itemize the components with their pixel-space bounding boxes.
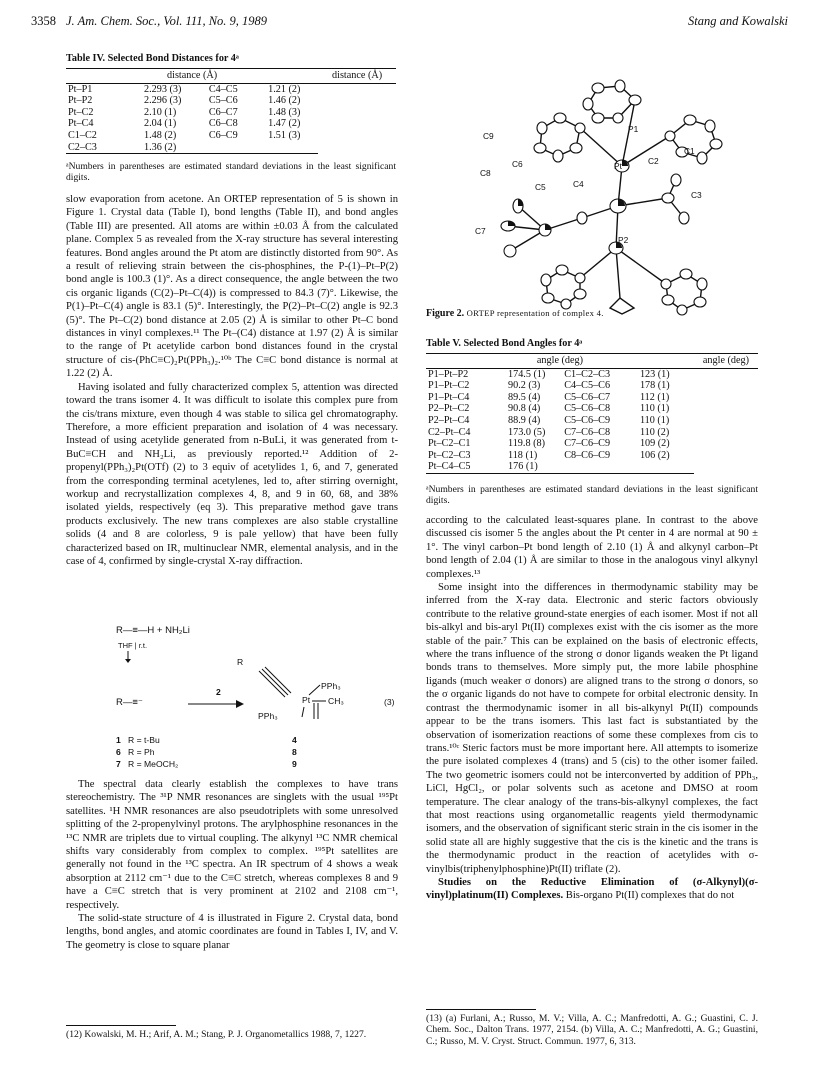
atom-label-c3: C3 [691,190,702,200]
journal-citation: J. Am. Chem. Soc., Vol. 111, No. 9, 1989 [66,14,268,28]
table5-head-1: angle (deg) [494,354,626,369]
paragraph: Having isolated and fully characterized complex 5, attention was directed toward the trans isomer 4. It was difficult to isolate this complex pure from the cis/trans mixture, even though 4 was stable to silica gel chromatography. Therefore, a more efficient preparation and isolation of 4 was necessary. Instead of using acetylide generated from n-BuLi, it was generated from t-BuC≡CH and NH₂Li, as previously reported.¹² Addition of 2-propenyl(PPh₃)₂Pt(OTf) (2) to 3 equiv of acetylides 1, 6, and 7, generated from the corresponding terminal acetylenes, led to, after stirring overnight, workup and recrystallization complexes 4, 8, and 9 in 60, 68, and 38% isolated yields, respectively (eq 3). This preparative method gave trans products exclusively. The new trans complexes are also stable crystalline solids (4 and 8 are colorless, 9 is pale yellow) that have been fully characterized based on IR, multinuclear NMR, elemental analysis, and in the case of 4, confirmed by single-crystal X-ray diffraction. [66,381,398,567]
table-cell: C7–C6–C8 [564,426,611,438]
atom-label-c9: C9 [483,131,494,141]
table-row [66,118,396,130]
paragraph: The solid-state structure of 4 is illustrated in Figure 2. Crystal data, bond lengths, bond angles, and atomic coordinates are found in Tables I, IV, and V. The geometry is close to square planar [66,913,398,951]
eq-pph3-bottom: PPh₃ [258,711,278,721]
table-row [66,95,396,107]
atom-label-c1: C1 [684,146,695,156]
table-cell: Pt–C2 [68,106,94,118]
atom-label-p2: P2 [618,235,629,245]
table-cell: 1.48 (2) [144,129,177,141]
right-column-text [426,514,758,903]
table-cell: Pt–C2–C1 [428,438,471,450]
table-cell [626,461,694,473]
compound-number: 7 [116,759,121,769]
table-cell: 2.296 (3) [144,95,182,107]
paragraph: according to the calculated least-squares plane. In contrast to the above discussed cis isomer 5 the angles about the Pt center in 4 are normal at 90 ± 1°. The vinyl carbon–Pt bond length of 2.10 (1) Å and alkynyl carbon–Pt bond length of 2.04 (1) Å are similar to those in the analogous vinyl alkynyl complexes.¹³ [426,515,758,580]
product-number: 9 [292,759,297,769]
eq-ch3: CH₃ [328,696,344,706]
table-cell: 89.5 (4) [508,391,541,403]
table-cell: C5–C6–C9 [564,414,611,426]
eq-reaction-arrow [188,700,244,710]
eq-r-label: R [237,657,244,667]
table-cell: 2.04 (1) [144,118,177,130]
table-row [66,83,396,95]
left-column-text-1 [66,193,398,568]
atom-label-pt: Pt [614,161,622,171]
table-cell: 1.36 (2) [130,142,207,154]
table-cell: P1–Pt–P2 [428,368,469,380]
table5-caption: Table V. Selected Bond Angles for 4ᵃ [426,338,583,349]
table-row [426,427,758,439]
table-cell: 106 (2) [639,449,670,461]
atom-label-c6: C6 [512,159,523,169]
table-cell: C6–C8 [208,118,238,130]
table-cell: Pt–C4 [68,118,94,130]
table-cell: 1.48 (3) [268,106,301,118]
table-cell: 110 (1) [639,414,670,426]
table-row [66,142,396,154]
figure2-caption [426,308,604,319]
paragraph: The spectral data clearly establish the complexes to have trans stereochemistry. The ³¹P NMR resonances are singlets with the usual ¹⁹⁵Pt satellites. ¹H NMR resonances are also pseudotriplets with some unresolved splitting of the 2-propenylvinyl protons. The arylphosphine resonances in the ¹³C NMR are triplets due to virtual coupling. The alkynyl ¹³C NMR chemical shifts vary considerably from complex to complex. ¹⁹⁵Pt satellites are generally not found in the ¹³C spectra. An IR spectrum of 4 shows a weak absorption at 2112 cm⁻¹ due to the C≡C stretch, whereas complexes 8 and 9 have a C≡C stretch that is very prominent at 2102 and 2108 cm⁻¹, respectively. [66,779,398,911]
table-cell: Pt–P1 [68,83,93,95]
eq-number: (3) [384,697,395,707]
table-cell: 110 (2) [639,426,670,438]
table-cell: Pt–P2 [68,95,93,107]
table-row [426,450,758,462]
table-row [426,380,758,392]
table-cell [207,142,254,154]
atom-label-c8: C8 [480,168,491,178]
table-cell: 2.10 (1) [144,106,177,118]
eq-legend [116,735,316,771]
table-cell: C1–C2 [68,129,97,141]
table-cell: 118 (1) [508,449,538,461]
table-cell: P2–Pt–C4 [428,414,470,426]
table-cell: P1–Pt–C2 [428,380,470,392]
table5-footnote: ᵃNumbers in parentheses are estimated standard deviations in the least significant digits. [426,484,758,507]
table-cell: C2–Pt–C4 [428,426,471,438]
table-cell: 1.47 (2) [268,118,301,130]
page-number: 3358 [31,14,56,28]
table-cell: C6–C9 [208,129,238,141]
table4-head-2: distance (Å) [318,69,396,84]
table-cell: 174.5 (1) [508,368,546,380]
compound-number: 6 [116,747,121,757]
footnote-12: (12) Kowalski, M. H.; Arif, A. M.; Stang, P. J. Organometallics 1988, 7, 1227. [66,1029,367,1040]
atom-label-c7: C7 [475,226,486,236]
table-cell: 109 (2) [639,438,670,450]
table-cell: C4–C5 [208,83,238,95]
table-cell: P2–Pt–C2 [428,403,470,415]
table-cell: C8–C6–C9 [564,449,611,461]
left-column-text-2 [66,778,398,952]
table5-head-2: angle (deg) [694,354,758,369]
table-cell: 1.46 (2) [268,95,301,107]
table-row [426,368,758,380]
table4-head-1: distance (Å) [130,69,254,84]
table-row [426,403,758,415]
compound-number: 1 [116,735,121,745]
eq-reagent: 2 [216,687,221,697]
table-row [66,130,396,142]
table-cell: C5–C6–C8 [564,403,611,415]
eq-pt: Pt [302,695,311,705]
table-row [426,415,758,427]
eq-conditions: THF | r.t. [118,641,148,650]
table-row [426,461,758,473]
compound-definition: R = t-Bu [128,735,160,745]
table-cell: 1.21 (2) [268,83,301,95]
compound-definition: R = Ph [128,747,155,757]
table-cell: C4–C5–C6 [564,380,611,392]
footnote-rule-right [426,1009,536,1010]
table-cell: 178 (1) [639,380,670,392]
eq-acetylide: R—≡⁻ [116,697,143,708]
table-row [426,392,758,404]
table-cell: C5–C6 [208,95,238,107]
footnote-13: (13) (a) Furlani, A.; Russo, M. V.; Villa, A. C.; Manfredotti, A. G.; Guastini, C. J. Chem. Soc., Dalton Trans. 1977, 2154. (b) Villa, A. C.; Manfredotti, A. G.; Guastini, C.; Russo, M. V. Cryst. Struct. Commun. 1977, 6, 313. [426,1013,758,1047]
equation-3 [116,625,396,775]
table-cell: 123 (1) [639,368,670,380]
table-cell: 119.8 (8) [508,438,545,450]
eq-legend-row [116,735,316,747]
atom-label-c2: C2 [648,156,659,166]
table-cell: C2–C3 [66,142,130,154]
figure2-ortep-drawing [470,48,740,316]
table5 [426,353,758,474]
table-cell: C1–C2–C3 [564,368,611,380]
table-cell: 88.9 (4) [508,414,541,426]
table-cell [562,461,626,473]
figure2-caption-text: ORTEP representation of complex 4. [466,308,604,318]
eq-pph3-top: PPh₃ [321,681,341,691]
table-cell: P1–Pt–C4 [428,391,470,403]
table-cell: 90.8 (4) [508,403,541,415]
compound-definition: R = MeOCH₂ [128,759,179,769]
product-number: 8 [292,747,297,757]
product-number: 4 [292,735,297,745]
table-row [426,438,758,450]
atom-label-c5: C5 [535,182,546,192]
paragraph: Some insight into the differences in thermodynamic stability may be inferred from the X-ray data. Electronic and steric factors obviously contribute to the relative ground-state energies of each isomer. Most if not all bis-alkyl and bis-aryl Pt(II) complexes exist with the cis isomer as the more stable of the pair.⁷ This can be explained on the basis of electronic effects, where the trans influence of the strong σ donor ligands weaken the Pt ligand bonds trans to themselves. More simply put, the more labile phosphine ligands (much weaker σ donors) are aligned trans to the strong σ donors, so the σ organic ligands do not have to compete for orbital electronic density. In contrast the thermodynamic isomer in all bis-alkynyl Pt(II) compounds appear to be the trans isomers. This last fact is substantiated by the observation of isomerization reactions of some these complexes from cis to trans.¹⁰ᶜ Steric factors must be more important here. All attempts to isomerize the pure isolated complexes 4 (trans) and 5 (cis) to the other isomer failed. The two geometric isomers could not be interconverted by addition of PPh₃, LiCl, HgCl₂, or polar solvents such as acetone and DMSO at room temperature. The clear analogy of the trans-bis-alkynyl complexes, the fact that most reactions using organometallic reagents yield thermodynamic isomers, and the observation of significant steric strain in the cis isomer in the solid state all are highly suggestive that the cis is the kinetic and the trans is the thermodynamic product in the reaction of acetylides with σ-vinylbis(triphenylphosphine)Pt(II) triflate (2). [426,582,758,875]
figure2-caption-prefix: Figure 2. [426,308,465,319]
table-cell: Pt–C4–C5 [426,461,494,473]
eq-reactants: R—≡—H + NH₂Li [116,625,190,636]
eq-legend-row [116,759,316,771]
eq-down-arrow [125,651,131,665]
section-text: Bis-organo Pt(II) complexes that do not [565,890,735,902]
paragraph: slow evaporation from acetone. An ORTEP representation of 5 is shown in Figure 1. Crystal data (Table I), bond lengths (Table II), and bond angles (Table III) are presented. All atoms are within ±0.03 Å from the calculated plane. Complex 5 as revealed from the X-ray structure has several interesting features. Bond angles around the Pt atom are distinctly distorted from 90°. As a result of relieving strain between the cis-phosphines, the P-(1)–Pt–P(2) bond angle is 100.3 (1)°. As a direct consequence, the angle between the two cis organic ligands (C(2)–Pt–C(4)) is compressed to 84.3 (7)°. Likewise, the P(1)–Pt–C(4) angle is 83.1 (5)°. Interestingly, the P(2)–Pt–C(2) angle is 92.3 (5)°. The Pt–C(2) bond distance at 2.05 (2) Å is similar to other Pt–C bond distances in vinyl complexes.¹¹ The Pt–(C4) distance at 1.97 (2) Å is similar to the range of Pt acetylide carbon bond distances found in the crystal structure of cis-(PhC≡C)₂Pt(PPh₃)₂.¹⁰ᵇ The C≡C bond distance is normal at 1.22 (2) Å. [66,194,398,380]
table-cell: 2.293 (3) [144,83,182,95]
table4-caption: Table IV. Selected Bond Distances for 4ᵃ [66,53,239,64]
table4-footnote: ᵃNumbers in parentheses are estimated standard deviations in the least significant digits. [66,161,396,184]
table-cell [254,142,318,154]
footnote-rule [66,1025,176,1026]
table-cell: C5–C6–C7 [564,391,611,403]
section-heading: Studies on the Reductive Elimination of (σ-Alkynyl)(σ-vinyl)platinum(II) Complexes. [426,876,758,902]
section-paragraph [426,876,758,903]
table4 [66,68,396,154]
table-cell: 110 (1) [639,403,670,415]
table-cell: C6–C7 [208,106,238,118]
table-cell: 176 (1) [494,461,562,473]
table-cell: 173.0 (5) [508,426,546,438]
atom-label-p1: P1 [628,124,639,134]
table-cell: 112 (1) [639,391,670,403]
running-authors: Stang and Kowalski [687,14,788,28]
atom-label-c4: C4 [573,179,584,189]
table-cell: 1.51 (3) [268,129,301,141]
table-cell: C7–C6–C9 [564,438,611,450]
table-row [66,107,396,119]
eq-legend-row [116,747,316,759]
table-cell: Pt–C2–C3 [428,449,471,461]
table-cell: 90.2 (3) [508,380,541,392]
